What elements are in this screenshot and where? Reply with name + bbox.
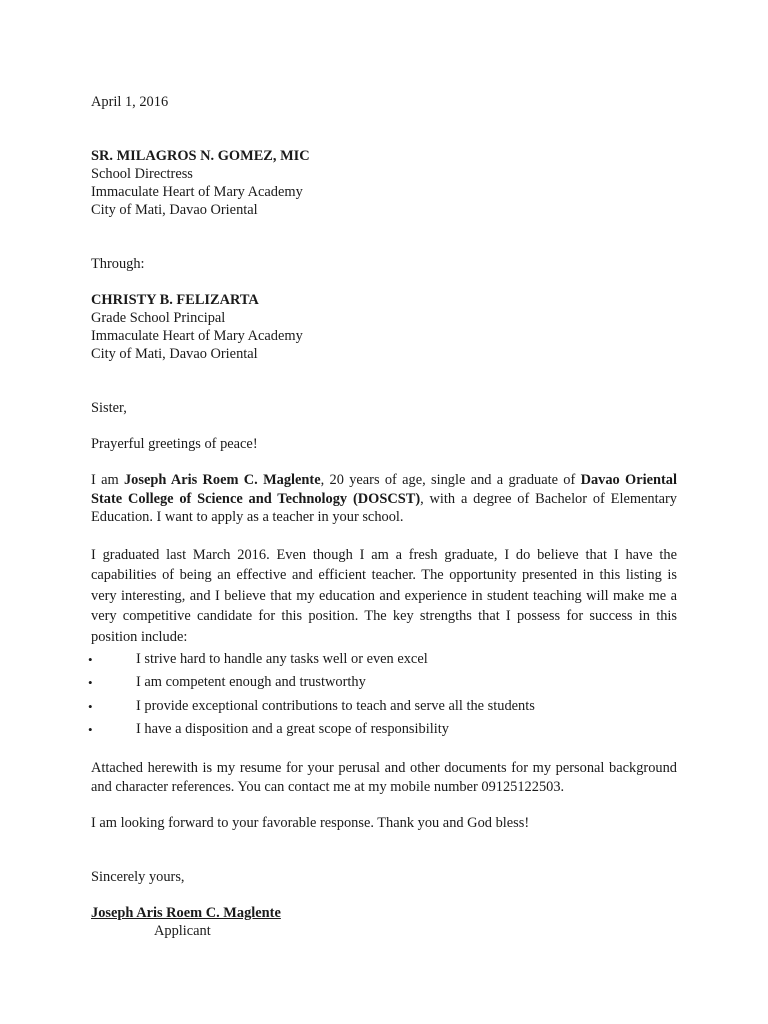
closing-phrase: Sincerely yours, xyxy=(91,869,185,886)
recipient-institution: Immaculate Heart of Mary Academy xyxy=(91,184,303,200)
bullet-icon: • xyxy=(88,698,93,714)
recipient-title: School Directress xyxy=(91,166,193,182)
letter-page xyxy=(88,93,677,940)
through-name: CHRISTY B. FELIZARTA xyxy=(91,292,259,308)
list-item xyxy=(88,695,677,718)
salutation: Sister, xyxy=(91,400,127,416)
closing-paragraph: I am looking forward to your favorable response. Thank you and God bless! xyxy=(91,815,530,832)
intro-post: , with a degree of Bachelor of Elementary Education. I want to apply as a teacher in your school. xyxy=(91,490,677,526)
signature-name: Joseph Aris Roem C. Maglente xyxy=(91,905,281,922)
recipient-location: City of Mati, Davao Oriental xyxy=(91,202,258,218)
recipient-name: SR. MILAGROS N. GOMEZ, MIC xyxy=(91,148,310,164)
through-institution: Immaculate Heart of Mary Academy xyxy=(91,328,303,344)
strength-text: I provide exceptional contributions to teach and serve all the students xyxy=(136,697,535,714)
attachments-paragraph: Attached herewith is my resume for your perusal and other documents for my personal background and character references. You can contact me at my mobile number 09125122503. xyxy=(91,760,677,795)
applicant-name: Joseph Aris Roem C. Maglente xyxy=(123,472,321,488)
greeting: Prayerful greetings of peace! xyxy=(91,436,258,452)
through-title: Grade School Principal xyxy=(91,310,226,326)
intro-mid: , 20 years of age, single and a graduate of xyxy=(320,472,581,488)
recipient-address xyxy=(91,147,677,219)
bullet-icon: • xyxy=(88,675,93,691)
strengths-list xyxy=(88,648,677,741)
signature-role: Applicant xyxy=(154,923,211,940)
list-item xyxy=(88,718,677,741)
list-item xyxy=(88,671,677,694)
qualifications-paragraph: I graduated last March 2016. Even though I am a fresh graduate, I do believe that I have the capabilities of being an effective and efficient teacher. The opportunity presented in this listing is very interesting, and I believe that my education and experience in student teaching will make me a very competitive candidate for this position. The key strengths that I possess for success in this position include: xyxy=(91,546,677,645)
through-label: Through: xyxy=(91,256,145,272)
intro-pre: I am xyxy=(91,472,124,488)
intro-paragraph xyxy=(91,471,677,527)
through-address xyxy=(91,291,677,363)
bullet-icon: • xyxy=(88,652,93,668)
strength-text: I strive hard to handle any tasks well or even excel xyxy=(136,651,428,668)
school-name: Davao Oriental State College of Science and Technology (DOSCST) xyxy=(91,472,677,507)
strength-text: I am competent enough and trustworthy xyxy=(136,674,366,691)
list-item xyxy=(88,648,677,671)
letter-date: April 1, 2016 xyxy=(91,94,169,110)
bullet-icon: • xyxy=(88,721,93,737)
strength-text: I have a disposition and a great scope of responsibility xyxy=(136,720,449,737)
through-location: City of Mati, Davao Oriental xyxy=(91,346,258,362)
